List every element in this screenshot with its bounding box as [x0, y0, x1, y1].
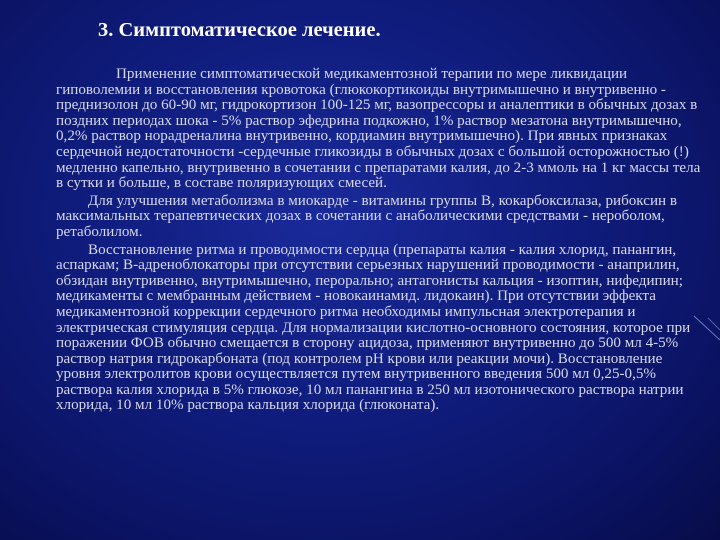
- paragraph-symptomatic-therapy: Применение симптоматической медикаментозной терапии по мере ликвидации гиповолемии и восстановления кровотока (глюкокортикоиды внутримышечно и внутривенно - преднизолон до 60-90 мг, гидрокортизон 100-125 мг, вазопрессоры и аналептики в обычных дозах в поздних периодах шока - 5% раствор эфедрина подкожно, 1% раствор мезатона внутримышечно, 0,2% раствор норадреналина внутривенно, кордиамин внутримышечно). При явных признаках сердечной недостаточности -сердечные гликозиды в обычных дозах с большой осторожностью (!) медленно капельно, внутривенно в сочетании с препаратами калия, до 2-3 ммоль на 1 кг массы тела в сутки и больше, в составе поляризующих смесей.: [56, 66, 701, 192]
- decorative-line-bottom: [708, 318, 720, 330]
- paragraph-myocardium-metabolism: Для улучшения метаболизма в миокарде - витамины группы В, кокарбоксилаза, рибоксин в максимальных терапевтических дозах в сочетании с анаболическими средствами - нероболом, ретаболилом.: [56, 192, 678, 240]
- slide-title: 3. Симптоматическое лечение.: [98, 19, 381, 41]
- slide-body: [56, 67, 704, 414]
- paragraph-rhythm-restoration: Восстановление ритма и проводимости сердца (препараты калия - калия хлорид, панангин, аспаркам; В-адреноблокаторы при отсутствии серьезных нарушений проводимости - анаприлин, обзидан внутривенно, внутримышечно, перорально; антагонисты кальция - изоптин, нифедипин; медикаменты с мембранным действием - новокаинамид. лидокаин). При отсутствии эффекта медикаментозной коррекции сердечного ритма необходимы импульсная электротерапия и электрическая стимуляция сердца. Для нормализации кислотно-основного состояния, которое при поражении ФОВ обычно смещается в сторону ацидоза, применяют внутривенно до 500 мл 4-5% раствор натрия гидрокарбоната (под контролем рН крови или реакции мочи). Восстановление уровня электролитов крови осуществляется путем внутривенного введения 500 мл 0,25-0,5% раствора калия хлорида в 5% глюкозе, 10 мл панангина в 250 мл изотонического раствора натрии хлорида, 10 мл 10% раствора кальция хлорида (глюконата).: [56, 241, 691, 414]
